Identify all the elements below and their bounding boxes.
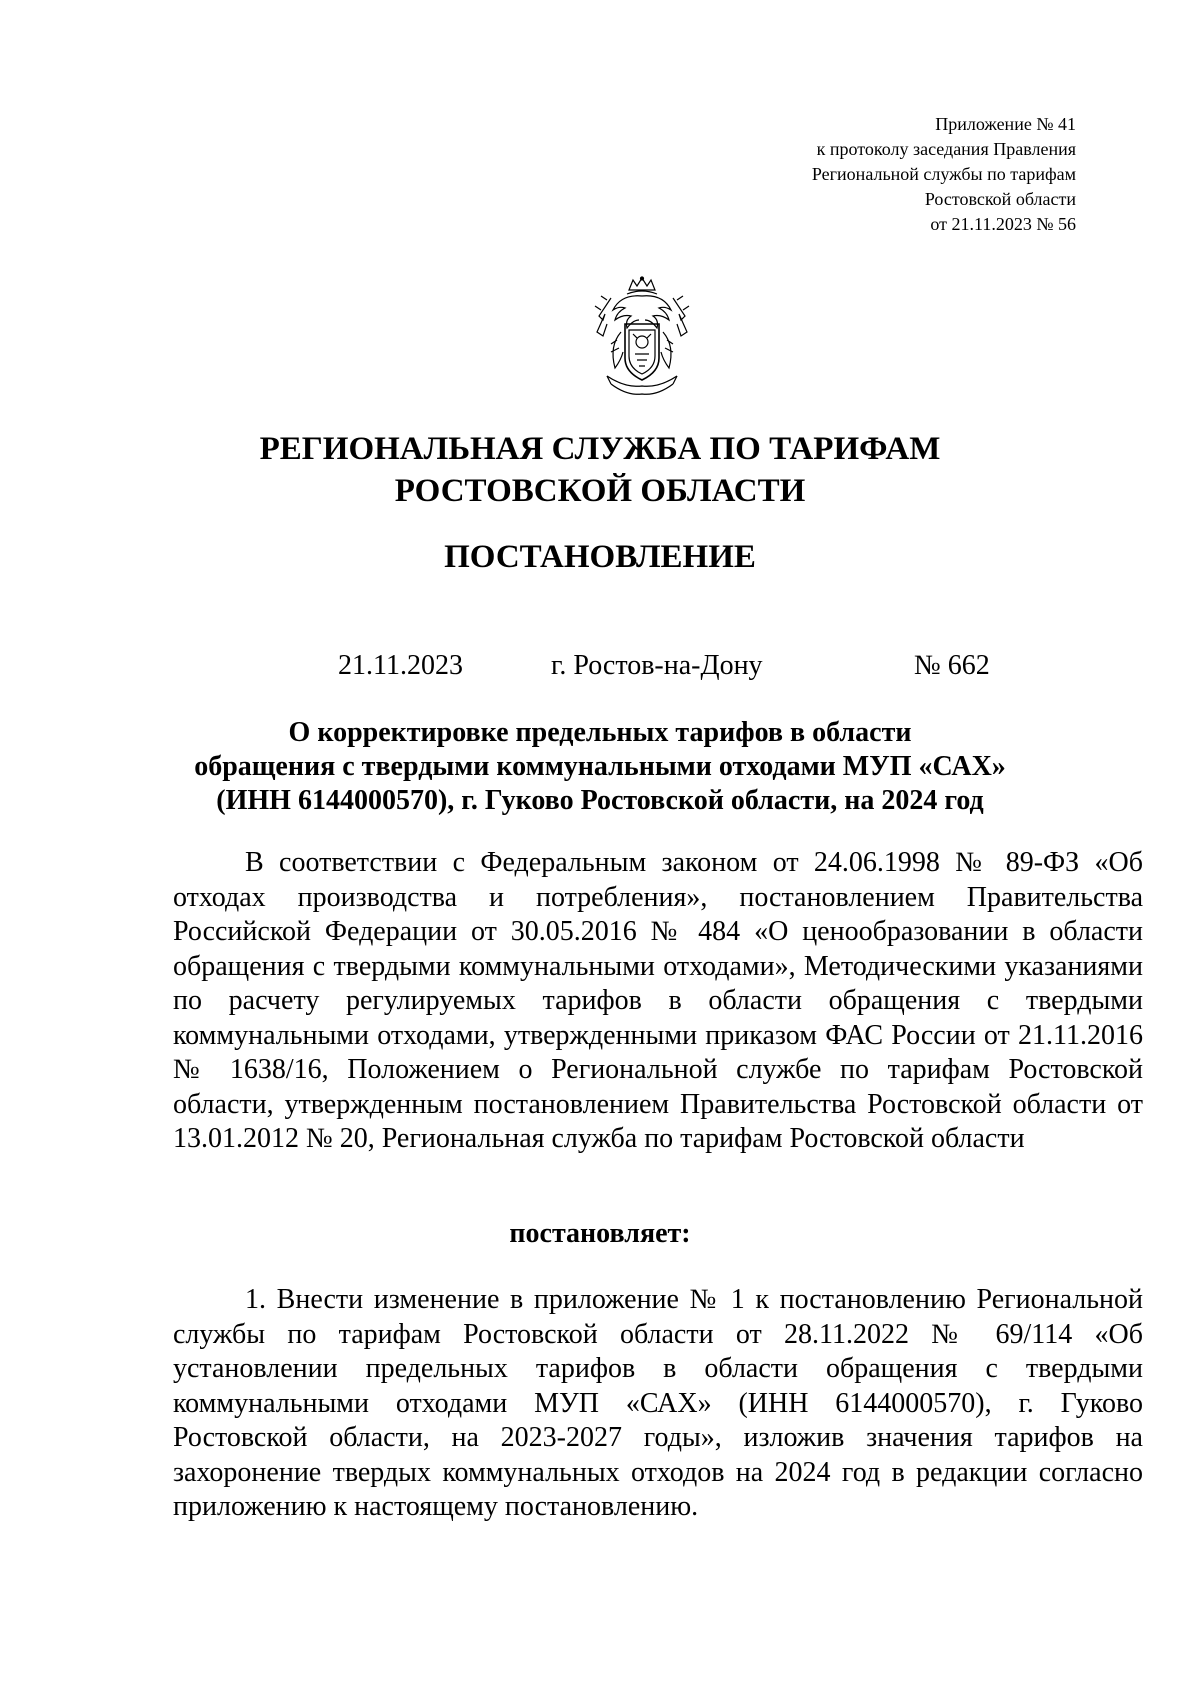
- document-city: г. Ростов-на-Дону: [551, 650, 763, 681]
- resolves-heading: постановляет:: [509, 1218, 691, 1249]
- document-type-title: ПОСТАНОВЛЕНИЕ: [444, 539, 756, 575]
- org-title-line: РЕГИОНАЛЬНАЯ СЛУЖБА ПО ТАРИФАМ: [259, 431, 941, 467]
- subject-line: О корректировке предельных тарифов в области: [288, 717, 912, 748]
- appendix-line: к протоколу заседания Правления: [816, 139, 1076, 159]
- org-title-line: РОСТОВСКОЙ ОБЛАСТИ: [394, 473, 806, 509]
- subject-line: обращения с твердыми коммунальными отходами МУП «САХ»: [194, 751, 1006, 782]
- appendix-line: Ростовской области: [924, 189, 1076, 209]
- org-title: [0, 428, 1200, 512]
- subject-line: (ИНН 6144000570), г. Гуково Ростовской области, на 2024 год: [216, 785, 984, 816]
- preamble-paragraph: В соответствии с Федеральным законом от 24.06.1998 № 89-ФЗ «Об отходах производства и потребления», постановлением Правительства Российской Федерации от 30.05.2016 № 484 «О ценообразовании в области обращения с твердыми коммунальными отходами», Методическими указаниями по расчету регулируемых тарифов в области обращения с твердыми коммунальными отходами, утвержденными приказом ФАС России от 21.11.2016 № 1638/16, Положением о Региональной службе по тарифам Ростовской области, утвержденным постановлением Правительства Ростовской области от 13.01.2012 № 20, Региональная служба по тарифам Ростовской области: [173, 847, 1143, 1154]
- appendix-line: от 21.11.2023 № 56: [930, 214, 1076, 234]
- document-meta-row: [0, 648, 1200, 684]
- document-date: 21.11.2023: [338, 650, 463, 681]
- appendix-line: Приложение № 41: [935, 114, 1076, 134]
- appendix-note: [656, 112, 1076, 237]
- item-1-paragraph: 1. Внести изменение в приложение № 1 к постановлению Региональной службы по тарифам Ростовской области от 28.11.2022 № 69/114 «Об установлении предельных тарифов в области обращения с твердыми коммунальными отходами МУП «САХ» (ИНН 6144000570), г. Гуково Ростовской области, на 2023-2027 годы», изложив значения тарифов на захоронение твердых коммунальных отходов на 2024 год в редакции согласно приложению к настоящему постановлению.: [173, 1284, 1143, 1522]
- coat-of-arms-icon: [591, 276, 693, 400]
- document-number: № 662: [914, 650, 990, 681]
- appendix-line: Региональной службы по тарифам: [811, 164, 1076, 184]
- document-subject: [0, 716, 1200, 818]
